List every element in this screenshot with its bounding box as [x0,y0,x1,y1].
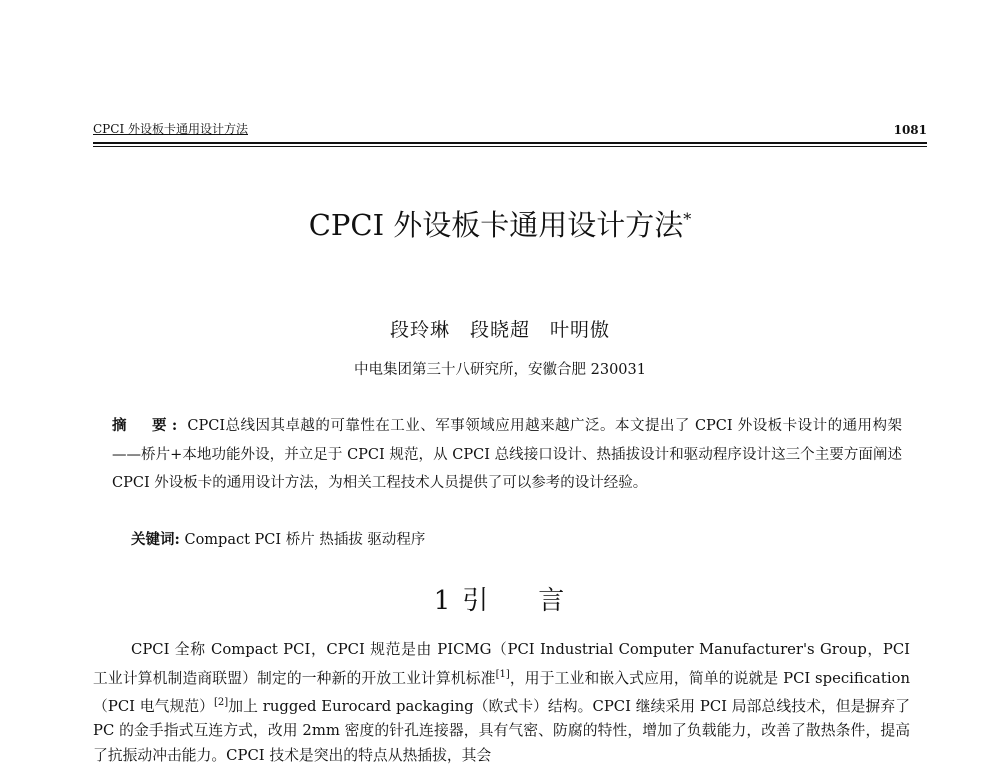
section-title-part2: 言 [538,586,567,616]
section-title-part1: 引 [462,586,491,616]
header-rule-thin [93,146,927,147]
running-head [80,117,927,139]
keywords-label: 关键词: [131,531,180,548]
abstract-text: CPCI总线因其卓越的可靠性在工业、军事领域应用越来越广泛。本文提出了 CPCI 外设板卡设计的通用构架——桥片+本地功能外设，并立足于 CPCI 规范，从 CPCI 总线接口设计、热插拔设计和驱动程序设计这三个主要方面阐述 CPCI 外设板卡的通用设计方法，为相关工程技术人员提供了可以参考的设计经验。 [112,418,903,491]
abstract-label: 摘 要: [112,417,183,434]
abstract [112,412,902,498]
citation-2[interactable]: [2] [214,696,229,708]
authors: 段玲琳 段晓超 叶明傲 [389,319,610,341]
paper-title [0,203,1000,244]
intro-paragraph [93,638,910,768]
running-head-title: CPCI 外设板卡通用设计方法 [93,122,248,136]
section-heading-introduction [0,580,1000,617]
citation-1[interactable]: [1] [495,668,510,680]
intro-text-b: ，用于工业和嵌入式应用，简单的说就是 PCI specification（PCI 电气规范） [93,669,910,715]
keywords-text: Compact PCI 桥片 热插拔 驱动程序 [184,532,426,548]
title-footnote-mark: * [683,209,692,229]
intro-text-c: 加上 rugged Eurocard packaging（欧式卡）结构。CPCI 继续采用 PCI 局部总线技术，但是摒弃了 PC 的金手指式互连方式，改用 2mm 密度的针孔连接器，具有气密、防腐的特性，增加了负载能力，改善了散热条件，提高了抗振动冲击能力。CPCI 技术是突出的特点从热插拔，其会 [93,697,911,764]
section-number: 1 [433,586,453,616]
paper-title-text: CPCI 外设板卡通用设计方法 [308,208,684,242]
header-rule-thick [93,142,927,144]
intro-text-a: CPCI 全称 Compact PCI，CPCI 规范是由 PICMG（PCI Industrial Computer Manufacturer's Group，PCI 工业计算机制造商联盟）制定的一种新的开放工业计算机标准 [93,641,910,687]
keywords [131,528,425,549]
page-number: 1081 [893,123,927,137]
affiliation: 中电集团第三十八研究所，安徽合肥 230031 [354,362,646,378]
